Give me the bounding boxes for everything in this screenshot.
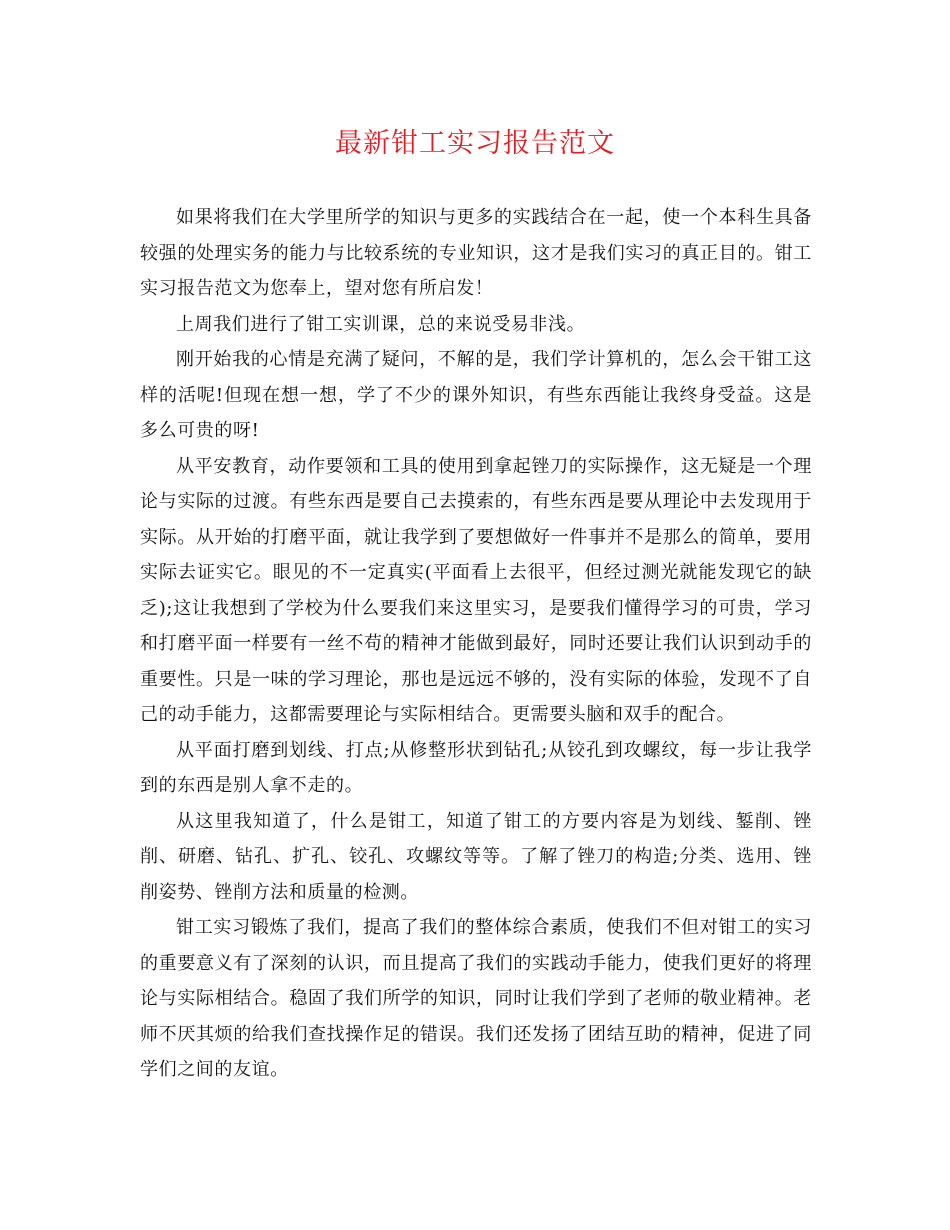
paragraph-intro: 如果将我们在大学里所学的知识与更多的实践结合在一起，使一个本科生具备较强的处理实务的能力与比较系统的专业知识，这才是我们实习的真正目的。钳工实习报告范文为您奉上，望对您有所启发！ — [140, 207, 812, 299]
paragraph: 从这里我知道了，什么是钳工，知道了钳工的方要内容是为划线、錾削、锉削、研磨、钻孔、扩孔、铰孔、攻螺纹等等。了解了锉刀的构造;分类、选用、锉削姿势、锉削方法和质量的检测。 — [140, 810, 812, 903]
paragraph: 上周我们进行了钳工实训课，总的来说受易非浅。 — [176, 313, 586, 335]
document-body — [140, 200, 812, 1088]
paragraph: 从平安教育，动作要领和工具的使用到拿起锉刀的实际操作，这无疑是一个理论与实际的过渡。有些东西是要自己去摸索的，有些东西是要从理论中去发现用于实际。从开始的打磨平面，就让我学到了要想做好一件事并不是那么的简单，要用实际去证实它。眼见的不一定真实(平面看上去很平，但经过测光就能发现它的缺乏);这让我想到了学校为什么要我们来这里实习，是要我们懂得学习的可贵，学习和打磨平面一样要有一丝不苟的精神才能做到最好，同时还要让我们认识到动手的重要性。只是一味的学习理论，那也是远远不够的，没有实际的体验，发现不了自己的动手能力，这都需要理论与实际相结合。更需要头脑和双手的配合。 — [140, 455, 812, 725]
paragraph: 刚开始我的心情是充满了疑问，不解的是，我们学计算机的，怎么会干钳工这样的活呢!但现在想一想，学了不少的课外知识，有些东西能让我终身受益。这是多么可贵的呀! — [140, 349, 812, 441]
document-title: 最新钳工实习报告范文 — [335, 128, 615, 159]
paragraph: 钳工实习锻炼了我们，提高了我们的整体综合素质，使我们不但对钳工的实习的重要意义有了深刻的认识，而且提高了我们的实践动手能力，使我们更好的将理论与实际相结合。稳固了我们所学的知识，同时让我们学到了老师的敬业精神。老师不厌其烦的给我们查找操作足的错误。我们还发扬了团结互助的精神，促进了同学们之间的友谊。 — [140, 917, 812, 1080]
paragraph: 从平面打磨到划线、打点;从修整形状到钻孔;从铰孔到攻螺纹，每一步让我学到的东西是别人拿不走的。 — [140, 739, 812, 796]
